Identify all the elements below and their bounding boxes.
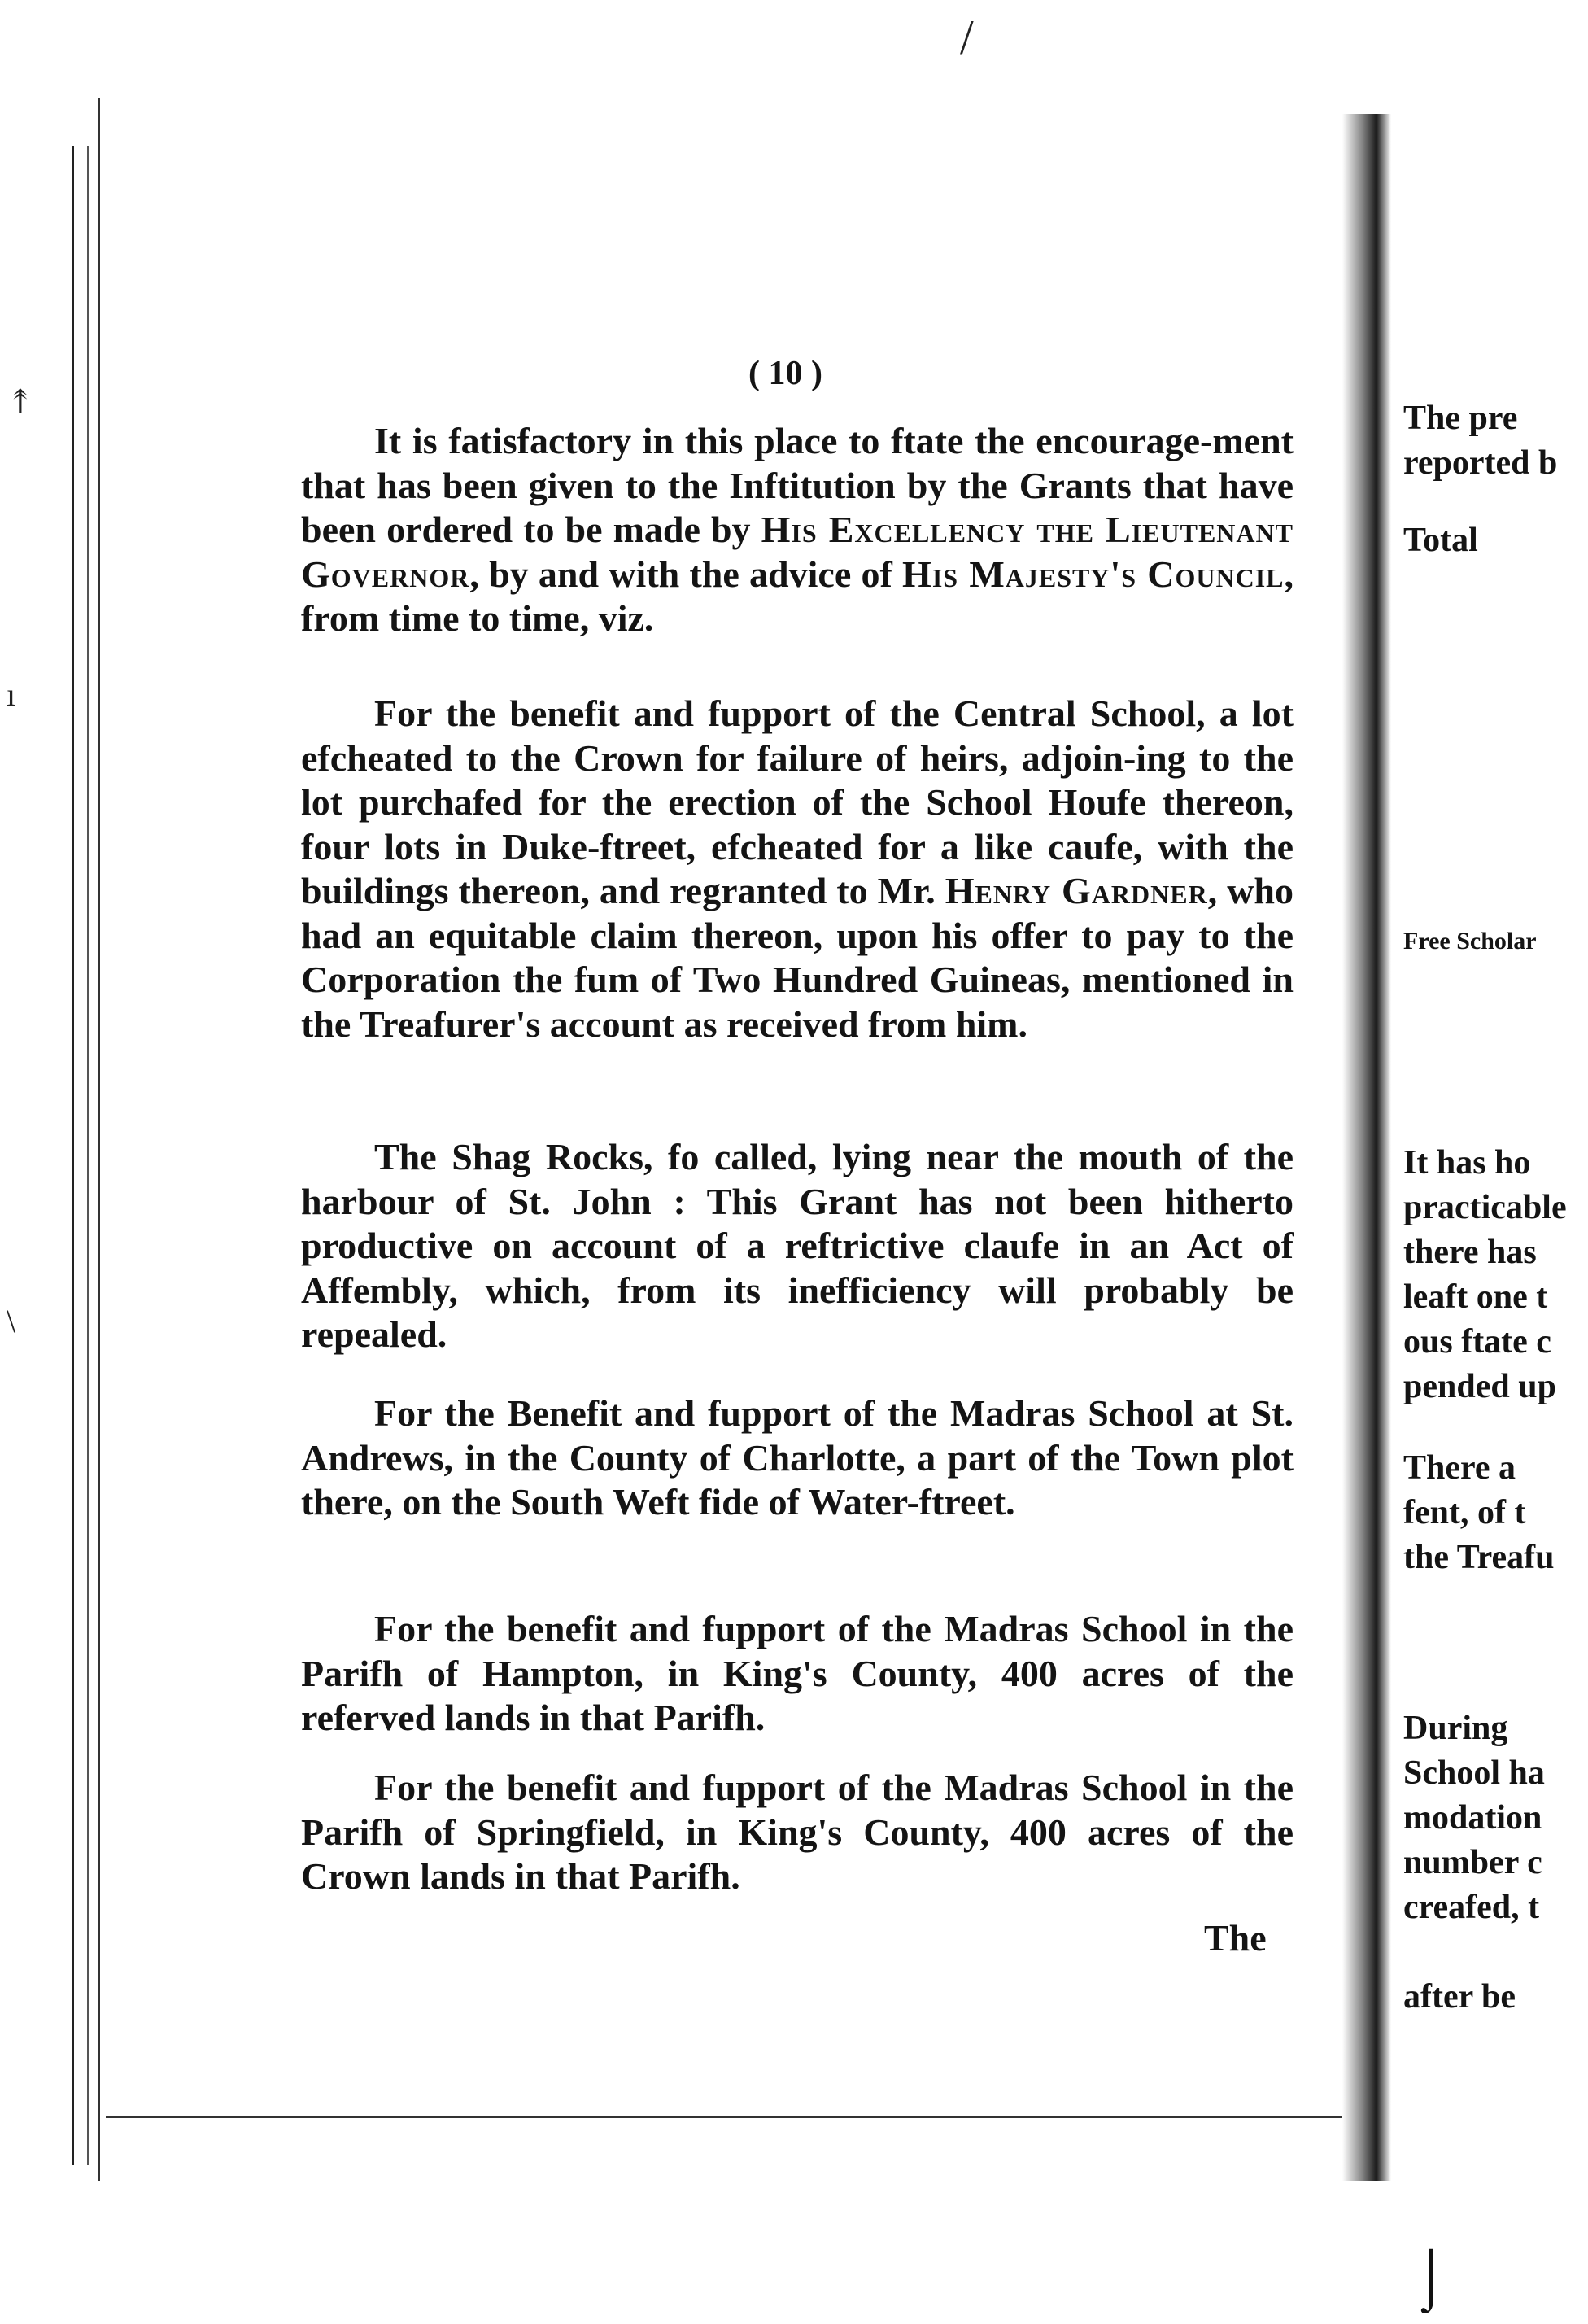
right-line: reported b	[1403, 444, 1558, 482]
right-line: School ha	[1403, 1754, 1545, 1792]
right-line: the Treafu	[1403, 1539, 1555, 1576]
paragraph-1-text-b: , by and with the advice of	[469, 553, 903, 595]
right-line: During	[1403, 1710, 1508, 1747]
paragraph-3	[301, 1135, 1294, 1357]
paragraph-1-text-a: It is fatisfactory in this place to ftate the encourage-ment that has been given to the Inftitution by the Grants that have been ordered to be made by	[301, 420, 1294, 550]
right-line: after be	[1403, 1978, 1516, 2016]
margin-mark-1: ↟	[7, 383, 34, 420]
margin-mark-3: \	[7, 1303, 16, 1339]
paragraph-2-text-b: , who had an equitable claim thereon, upon his offer to pay to the Corporation the fum of Two Hundred Guineas, mentioned in the Treafurer's account as received from him.	[301, 870, 1294, 1045]
pencil-mark-bottom: ⌡	[1414, 2247, 1449, 2309]
paragraph-4-text: For the Benefit and fupport of the Madras School at St. Andrews, in the County of Charlotte, a part of the Town plot there, on the South Weft fide of Water-ftreet.	[301, 1392, 1294, 1522]
paragraph-1-smallcaps-b: His Majesty's Council	[902, 553, 1285, 595]
right-line: Total	[1403, 522, 1478, 559]
right-page-fragment	[1403, 399, 1588, 1945]
paragraph-5-text: For the benefit and fupport of the Madras School in the Parifh of Hampton, in King's County, 400 acres of the referved lands in that Parifh.	[301, 1608, 1294, 1738]
paragraph-1-text-c: , from time to time, viz.	[301, 553, 1294, 639]
catchword: The	[1204, 1917, 1267, 1959]
margin-mark-2: ı	[7, 676, 16, 713]
right-line: there has	[1403, 1234, 1537, 1271]
right-line: ous ftate c	[1403, 1323, 1551, 1361]
right-line: leaft one t	[1403, 1278, 1548, 1316]
right-line: The pre	[1403, 400, 1518, 437]
right-line: number c	[1403, 1844, 1542, 1881]
right-line: pended up	[1403, 1368, 1556, 1405]
book-gutter	[1342, 114, 1391, 2181]
right-line: It has ho	[1403, 1144, 1531, 1182]
paragraph-6-text: For the benefit and fupport of the Madras School in the Parifh of Springfield, in King's County, 400 acres of the Crown lands in that Parifh.	[301, 1767, 1294, 1897]
right-line: creafed, t	[1403, 1889, 1540, 1926]
page-bottom-edge	[106, 2116, 1350, 2151]
page-edge-inner	[72, 146, 89, 2165]
right-line: practicable	[1403, 1189, 1567, 1226]
right-line: fent, of t	[1403, 1494, 1526, 1531]
paragraph-4	[301, 1391, 1294, 1525]
paragraph-6	[301, 1766, 1294, 1899]
paragraph-3-text: The Shag Rocks, fo called, lying near the mouth of the harbour of St. John : This Grant has not been hitherto productive on account of a reftrictive claufe in an Act of Affembly, which, from its inefficiency will probably be repealed.	[301, 1136, 1294, 1355]
right-line: There a	[1403, 1449, 1516, 1487]
paragraph-5	[301, 1607, 1294, 1741]
page-edge-outer	[98, 98, 105, 2181]
right-line: modation	[1403, 1799, 1542, 1837]
paragraph-2	[301, 692, 1294, 1046]
right-line: Free Scholar	[1403, 928, 1537, 954]
paragraph-1-smallcaps-a: His Excellency the Lieutenant Governor	[301, 509, 1294, 595]
paragraph-1	[301, 419, 1294, 641]
pencil-mark-top: /	[960, 11, 974, 64]
paragraph-2-text-a: For the benefit and fupport of the Central School, a lot efcheated to the Crown for failure of heirs, adjoin-ing to the lot purchafed for the erection of the School Houfe thereon, four lots in Duke-ftreet, efcheated for a like caufe, with the buildings thereon, and regranted to Mr.	[301, 692, 1294, 911]
page-number: ( 10 )	[748, 355, 822, 392]
right-page-fragment-bottom	[1403, 1977, 1588, 2034]
paragraph-2-smallcaps: Henry Gardner	[945, 870, 1208, 911]
